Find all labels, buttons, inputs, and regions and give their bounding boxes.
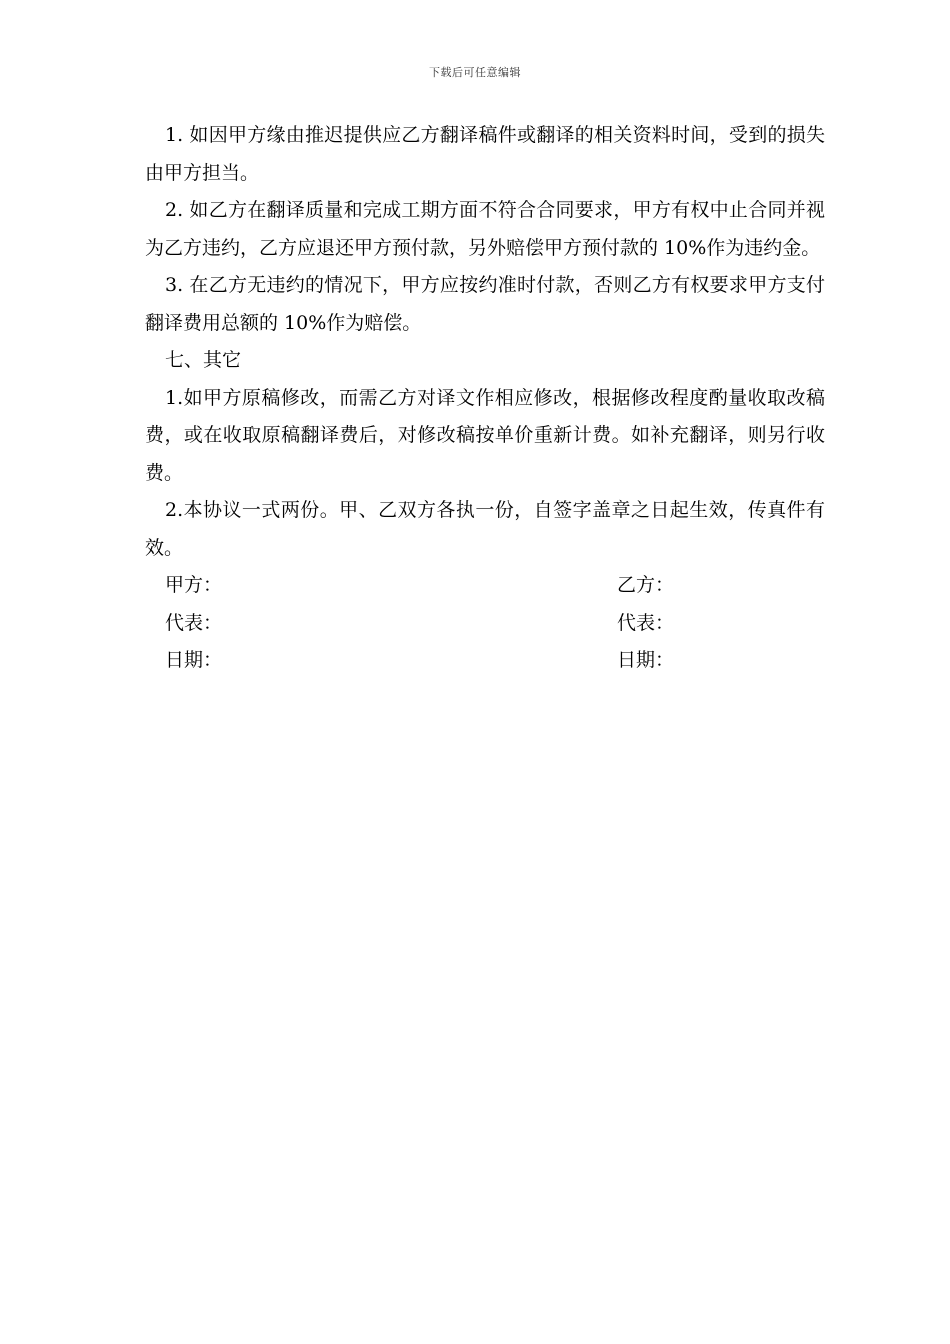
party-a-label: 甲方：: [165, 574, 223, 596]
clause-paragraph: 2. 如乙方在翻译质量和完成工期方面不符合合同要求，甲方有权中止合同并视为乙方违约，乙方应退还甲方预付款，另外赔偿甲方预付款的 10%作为违约金。: [145, 199, 825, 259]
header-note: 下载后可任意编辑: [429, 66, 521, 79]
signature-row-date: [145, 642, 825, 680]
signature-row-representative: [145, 605, 825, 643]
clause-paragraph: 1.如甲方原稿修改，而需乙方对译文作相应修改，根据修改程度酌量收取改稿费，或在收取原稿翻译费后，对修改稿按单价重新计费。如补充翻译，则另行收费。: [145, 386, 825, 484]
section-heading: 七、其它: [165, 349, 242, 371]
date-a-label: 日期：: [165, 649, 223, 671]
representative-b-label: 代表：: [617, 611, 675, 634]
clause-paragraph: 3. 在乙方无违约的情况下，甲方应按约准时付款，否则乙方有权要求甲方支付翻译费用总额的 10%作为赔偿。: [145, 274, 825, 334]
date-b-label: 日期：: [617, 649, 675, 671]
clause-paragraph: 1. 如因甲方缘由推迟提供应乙方翻译稿件或翻译的相关资料时间，受到的损失由甲方担当。: [145, 124, 825, 184]
signature-row-party: [145, 567, 825, 605]
document-body: [145, 117, 825, 680]
clause-paragraph: 2.本协议一式两份。甲、乙双方各执一份，自签字盖章之日起生效，传真件有效。: [145, 499, 825, 559]
representative-a-label: 代表：: [165, 611, 223, 634]
party-b-label: 乙方：: [617, 574, 675, 596]
